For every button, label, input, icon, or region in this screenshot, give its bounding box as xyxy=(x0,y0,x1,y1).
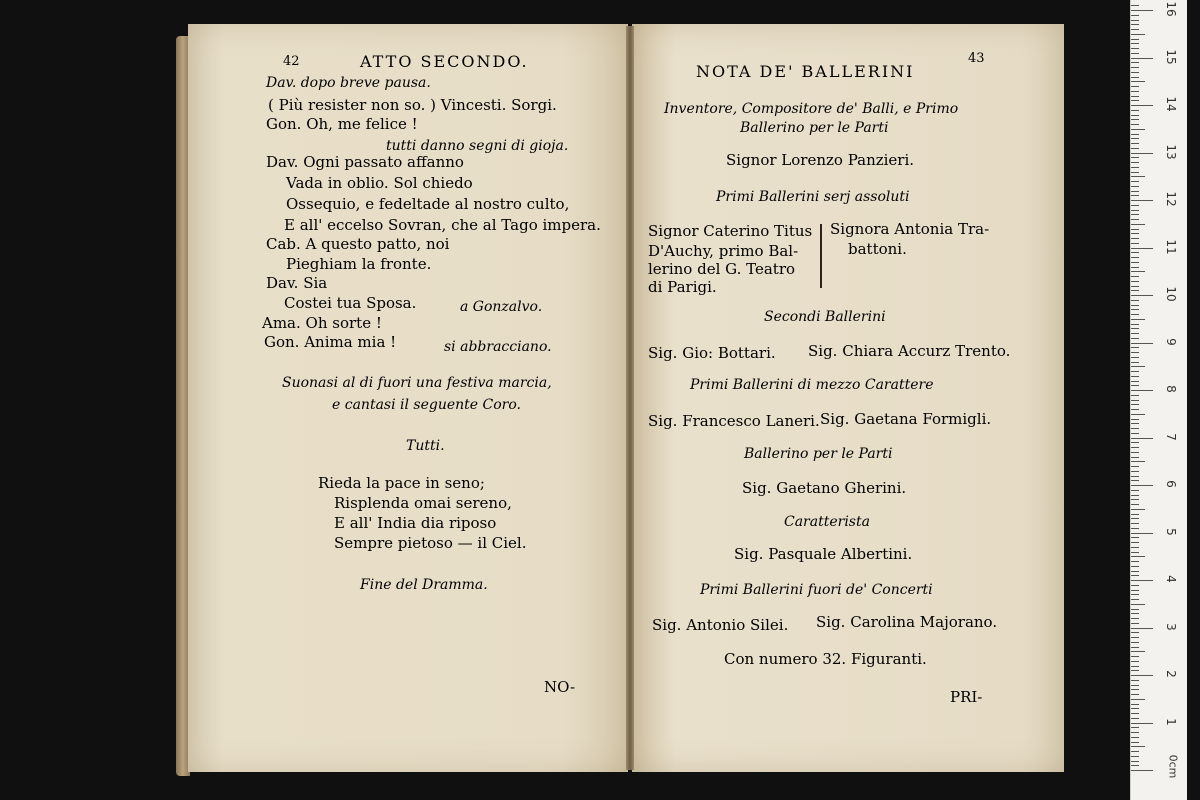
ruler-tick xyxy=(1131,537,1139,538)
ruler-tick xyxy=(1131,77,1139,78)
stage-direction: a Gonzalvo. xyxy=(460,299,543,315)
ruler-tick xyxy=(1131,267,1139,268)
ruler-tick xyxy=(1131,271,1145,272)
ruler-tick xyxy=(1131,400,1139,401)
ruler-tick xyxy=(1131,81,1145,82)
verse-line: Sempre pietoso — il Ciel. xyxy=(334,534,527,552)
ruler-tick xyxy=(1131,509,1145,510)
ruler-tick xyxy=(1131,352,1139,353)
text-line: Ossequio, e fedeltade al nostro culto, xyxy=(286,195,570,213)
dancer-name: Sig. Antonio Silei. xyxy=(652,616,789,634)
ruler-tick xyxy=(1131,609,1139,610)
ruler-tick xyxy=(1131,575,1139,576)
ruler-number: 15 xyxy=(1164,48,1178,65)
left-page-header: ATTO SECONDO. xyxy=(360,52,529,71)
section-heading: Ballerino per le Parti xyxy=(744,446,893,462)
ruler-tick xyxy=(1131,442,1139,443)
ruler-tick xyxy=(1131,29,1139,30)
ruler-tick xyxy=(1131,281,1139,282)
ruler-tick xyxy=(1131,438,1153,439)
ruler-tick xyxy=(1131,727,1139,728)
ruler-tick xyxy=(1131,72,1139,73)
ruler-tick xyxy=(1131,205,1139,206)
ruler-tick xyxy=(1131,599,1139,600)
ruler-tick xyxy=(1131,134,1139,135)
text-line: Gon. Anima mia ! xyxy=(264,333,397,351)
text-line: Dav. Ogni passato affanno xyxy=(266,153,464,171)
ruler-tick xyxy=(1131,96,1139,97)
text-line: Inventore, Compositore de' Balli, e Primo xyxy=(664,101,959,117)
ruler-tick xyxy=(1131,761,1139,762)
ruler-tick xyxy=(1131,138,1139,139)
ruler-tick xyxy=(1131,556,1145,557)
ruler-number: 14 xyxy=(1164,96,1178,112)
dancer-name: Sig. Pasquale Albertini. xyxy=(734,545,913,563)
ruler-tick xyxy=(1131,252,1139,253)
ruler-tick xyxy=(1131,10,1153,11)
ruler-tick xyxy=(1131,153,1153,154)
ruler-tick xyxy=(1131,105,1153,106)
ruler-tick xyxy=(1131,62,1139,63)
ruler-tick xyxy=(1131,604,1145,605)
ruler-tick xyxy=(1131,666,1139,667)
ruler-tick xyxy=(1131,67,1139,68)
ruler-tick xyxy=(1131,656,1139,657)
ruler-tick xyxy=(1131,457,1139,458)
ruler-tick xyxy=(1131,756,1139,757)
stage-direction: e cantasi il seguente Coro. xyxy=(332,397,522,413)
ruler-tick xyxy=(1131,723,1153,724)
section-heading: Caratterista xyxy=(784,514,870,530)
ruler-tick xyxy=(1131,5,1139,6)
ruler-tick xyxy=(1131,119,1139,120)
ruler-tick xyxy=(1131,333,1139,334)
ruler-tick xyxy=(1131,100,1139,101)
ruler-number: 3 xyxy=(1164,622,1178,631)
ruler-tick xyxy=(1131,219,1139,220)
ruler-tick xyxy=(1131,86,1139,87)
ruler-tick xyxy=(1131,176,1145,177)
ruler-tick xyxy=(1131,15,1139,16)
ruler-tick xyxy=(1131,24,1139,25)
text-line: Costei tua Sposa. xyxy=(284,294,417,312)
ruler-tick xyxy=(1131,300,1139,301)
ruler-number: 1 xyxy=(1164,717,1178,726)
ruler-tick xyxy=(1131,314,1139,315)
ruler-tick xyxy=(1131,689,1139,690)
measurement-ruler xyxy=(1130,0,1187,800)
ruler-tick xyxy=(1131,324,1139,325)
ruler-tick xyxy=(1131,746,1145,747)
ruler-tick xyxy=(1131,594,1139,595)
ruler-tick xyxy=(1131,58,1153,59)
dancer-name: lerino del G. Teatro xyxy=(648,260,796,278)
ruler-tick xyxy=(1131,34,1145,35)
ruler-tick xyxy=(1131,713,1139,714)
ruler-tick xyxy=(1131,423,1139,424)
ruler-tick xyxy=(1131,504,1139,505)
ruler-tick xyxy=(1131,447,1139,448)
ruler-tick xyxy=(1131,514,1139,515)
ruler-tick xyxy=(1131,623,1139,624)
ruler-tick xyxy=(1131,172,1139,173)
ruler-tick xyxy=(1131,480,1139,481)
dancer-name: Sig. Gio: Bottari. xyxy=(648,344,776,362)
end-of-drama: Fine del Dramma. xyxy=(360,577,488,593)
ruler-tick xyxy=(1131,381,1139,382)
stage-direction: Suonasi al di fuori una festiva marcia, xyxy=(282,375,552,391)
text-line: Dav. dopo breve pausa. xyxy=(266,75,431,91)
ruler-tick xyxy=(1131,229,1139,230)
ruler-tick xyxy=(1131,48,1139,49)
ruler-tick xyxy=(1131,680,1139,681)
dancer-name: Signor Lorenzo Panzieri. xyxy=(726,151,915,169)
dancer-name: Signor Caterino Titus xyxy=(648,222,813,240)
ruler-number: 9 xyxy=(1164,337,1178,346)
ruler-tick xyxy=(1131,476,1139,477)
ruler-tick xyxy=(1131,704,1139,705)
ruler-tick xyxy=(1131,585,1139,586)
ruler-tick xyxy=(1131,290,1139,291)
section-heading: Primi Ballerini fuori de' Concerti xyxy=(700,582,933,598)
ruler-tick xyxy=(1131,471,1139,472)
ruler-tick xyxy=(1131,233,1139,234)
ruler-tick xyxy=(1131,338,1139,339)
ruler-tick xyxy=(1131,157,1139,158)
text-line: Cab. A questo patto, noi xyxy=(266,235,450,253)
ruler-tick xyxy=(1131,452,1139,453)
ruler-tick xyxy=(1131,523,1139,524)
ruler-tick xyxy=(1131,490,1139,491)
ruler-tick xyxy=(1131,328,1139,329)
ruler-tick xyxy=(1131,552,1139,553)
ruler-tick xyxy=(1131,419,1139,420)
ruler-tick xyxy=(1131,765,1139,766)
ruler-tick xyxy=(1131,186,1139,187)
ruler-tick xyxy=(1131,305,1139,306)
ruler-tick xyxy=(1131,528,1139,529)
text-line: Gon. Oh, me felice ! xyxy=(266,115,418,133)
ruler-tick xyxy=(1131,243,1139,244)
book-gutter xyxy=(626,26,634,770)
ruler-tick xyxy=(1131,143,1139,144)
ruler-number: 13 xyxy=(1164,143,1178,160)
dancer-name: D'Auchy, primo Bal- xyxy=(648,242,799,260)
ruler-number: 8 xyxy=(1164,385,1178,393)
ruler-tick xyxy=(1131,395,1139,396)
ruler-tick xyxy=(1131,319,1145,320)
ruler-tick xyxy=(1131,685,1139,686)
ruler-tick xyxy=(1131,732,1139,733)
ruler-tick xyxy=(1131,675,1153,676)
ruler-tick xyxy=(1131,485,1153,486)
ruler-tick xyxy=(1131,129,1145,130)
ruler-tick xyxy=(1131,343,1153,344)
dancer-name: Signora Antonia Tra- xyxy=(830,220,990,238)
ruler-tick xyxy=(1131,124,1139,125)
ruler-tick xyxy=(1131,214,1139,215)
ruler-tick xyxy=(1131,309,1139,310)
ruler-number: 5 xyxy=(1164,527,1178,536)
catchword: NO- xyxy=(544,678,576,696)
ruler-tick xyxy=(1131,390,1153,391)
ruler-tick xyxy=(1131,708,1139,709)
ruler-tick xyxy=(1131,699,1145,700)
ruler-tick xyxy=(1131,366,1145,367)
ruler-tick xyxy=(1131,613,1139,614)
ruler-tick xyxy=(1131,248,1153,249)
stage-direction: si abbracciano. xyxy=(444,339,552,355)
ruler-tick xyxy=(1131,428,1139,429)
ruler-tick xyxy=(1131,200,1153,201)
section-heading: Secondi Ballerini xyxy=(764,309,886,325)
ruler-tick xyxy=(1131,661,1139,662)
text-line: Vada in oblio. Sol chiedo xyxy=(286,174,473,192)
ruler-tick xyxy=(1131,637,1139,638)
catchword: PRI- xyxy=(950,688,983,706)
ruler-tick xyxy=(1131,533,1153,534)
ruler-tick xyxy=(1131,466,1139,467)
section-heading: Primi Ballerini di mezzo Carattere xyxy=(690,377,934,393)
ruler-tick xyxy=(1131,628,1153,629)
ruler-tick xyxy=(1131,618,1139,619)
ruler-tick xyxy=(1131,742,1139,743)
ruler-tick xyxy=(1131,276,1139,277)
ruler-tick xyxy=(1131,115,1139,116)
verse-line: Rieda la pace in seno; xyxy=(318,474,485,492)
right-page-number: 43 xyxy=(968,51,985,66)
ruler-number: 2 xyxy=(1164,670,1178,678)
dancer-name: di Parigi. xyxy=(648,278,717,296)
ruler-unit-label: 0cm xyxy=(1166,754,1180,779)
ruler-tick xyxy=(1131,295,1153,296)
ruler-tick xyxy=(1131,20,1139,21)
dancer-name: Sig. Carolina Majorano. xyxy=(816,613,998,631)
ruler-tick xyxy=(1131,518,1139,519)
ruler-tick xyxy=(1131,580,1153,581)
dancer-name: Sig. Chiara Accurz Trento. xyxy=(808,342,1011,360)
verse-line: Risplenda omai sereno, xyxy=(334,494,512,512)
ruler-tick xyxy=(1131,770,1153,771)
ruler-tick xyxy=(1131,238,1139,239)
ruler-tick xyxy=(1131,495,1139,496)
ruler-number: 12 xyxy=(1164,191,1178,207)
ruler-tick xyxy=(1131,148,1139,149)
ruler-tick xyxy=(1131,286,1139,287)
chorus-heading: Tutti. xyxy=(406,438,445,454)
section-heading: Primi Ballerini serj assoluti xyxy=(716,189,910,205)
ruler-tick xyxy=(1131,347,1139,348)
ruler-tick xyxy=(1131,670,1139,671)
stage-direction: tutti danno segni di gioja. xyxy=(386,138,569,154)
ruler-tick xyxy=(1131,571,1139,572)
ruler-tick xyxy=(1131,357,1139,358)
ruler-tick xyxy=(1131,224,1145,225)
ruler-tick xyxy=(1131,642,1139,643)
ruler-tick xyxy=(1131,262,1139,263)
ruler-tick xyxy=(1131,737,1139,738)
ruler-tick xyxy=(1131,651,1145,652)
ruler-tick xyxy=(1131,167,1139,168)
ruler-tick xyxy=(1131,590,1139,591)
ruler-tick xyxy=(1131,257,1139,258)
verse-line: E all' India dia riposo xyxy=(334,514,497,532)
ruler-tick xyxy=(1131,195,1139,196)
dancer-name: Sig. Gaetana Formigli. xyxy=(820,410,992,428)
ruler-tick xyxy=(1131,409,1139,410)
dancer-name: Sig. Gaetano Gherini. xyxy=(742,479,907,497)
text-line: Ama. Oh sorte ! xyxy=(262,314,382,332)
figuranti-count: Con numero 32. Figuranti. xyxy=(724,650,927,668)
text-line: Dav. Sia xyxy=(266,274,328,292)
ruler-tick xyxy=(1131,362,1139,363)
ruler-tick xyxy=(1131,39,1139,40)
ruler-number: 4 xyxy=(1164,575,1178,583)
ruler-tick xyxy=(1131,499,1139,500)
ruler-tick xyxy=(1131,110,1139,111)
ruler-number: 6 xyxy=(1164,480,1178,488)
ruler-tick xyxy=(1131,91,1139,92)
ruler-tick xyxy=(1131,751,1139,752)
ruler-number: 16 xyxy=(1164,1,1178,17)
ruler-tick xyxy=(1131,181,1139,182)
ruler-tick xyxy=(1131,718,1139,719)
ruler-number: 10 xyxy=(1164,286,1178,302)
ruler-tick xyxy=(1131,210,1139,211)
ruler-tick xyxy=(1131,647,1139,648)
ruler-tick xyxy=(1131,461,1145,462)
ruler-tick xyxy=(1131,191,1139,192)
ruler-tick xyxy=(1131,414,1145,415)
text-line: E all' eccelso Sovran, che al Tago impera. xyxy=(284,216,601,234)
ruler-tick xyxy=(1131,566,1139,567)
ruler-tick xyxy=(1131,632,1139,633)
dancer-name: Sig. Francesco Laneri. xyxy=(648,412,820,430)
ruler-tick xyxy=(1131,547,1139,548)
ruler-tick xyxy=(1131,561,1139,562)
ruler-tick xyxy=(1131,53,1139,54)
left-page-number: 42 xyxy=(283,54,300,69)
ruler-tick xyxy=(1131,433,1139,434)
column-divider xyxy=(820,224,822,288)
ruler-tick xyxy=(1131,371,1139,372)
ruler-tick xyxy=(1131,43,1139,44)
text-line: Pieghiam la fronte. xyxy=(286,255,432,273)
ruler-tick xyxy=(1131,404,1139,405)
text-line: ( Più resister non so. ) Vincesti. Sorgi. xyxy=(268,96,557,114)
ruler-number: 7 xyxy=(1164,432,1178,441)
ruler-number: 11 xyxy=(1164,238,1178,255)
ruler-tick xyxy=(1131,542,1139,543)
text-line: Ballerino per le Parti xyxy=(740,120,889,136)
dancer-name: battoni. xyxy=(848,240,907,258)
ruler-tick xyxy=(1131,162,1139,163)
right-page-header: NOTA DE' BALLERINI xyxy=(696,62,915,81)
ruler-tick xyxy=(1131,376,1139,377)
ruler-tick xyxy=(1131,694,1139,695)
ruler-tick xyxy=(1131,385,1139,386)
